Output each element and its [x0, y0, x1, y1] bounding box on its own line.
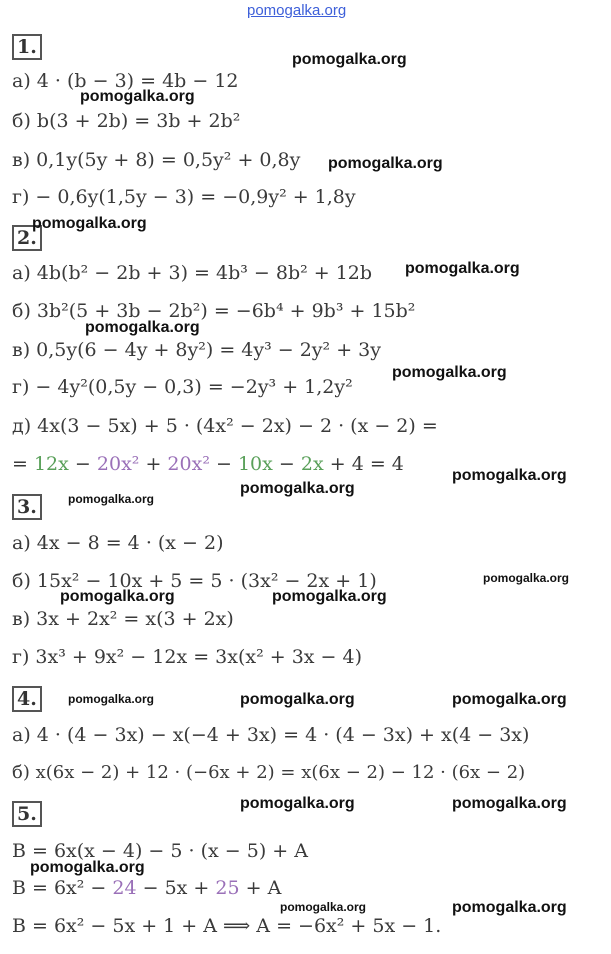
s5-l2-value-1: 24 [112, 877, 137, 899]
watermark: pomogalka.org [452, 691, 567, 708]
watermark: pomogalka.org [68, 492, 155, 506]
s3-d-expr: 3x³ + 9x² − 12x = 3x(x² + 3x − 4) [35, 646, 363, 668]
s5-l2-post: + A [245, 877, 282, 899]
s2-line-f [12, 453, 404, 475]
section-number-4: 4. [12, 686, 42, 712]
s1-a-expr: 4 · (b − 3) = 4b − 12 [36, 70, 239, 92]
watermark: pomogalka.org [85, 319, 200, 336]
s4-b-label: б) [12, 762, 30, 783]
watermark: pomogalka.org [272, 588, 387, 605]
s2-f-op-3: − [215, 453, 232, 475]
s2-f-op-1: − [74, 453, 91, 475]
s2-d-expr: − 4y²(0,5y − 0,3) = −2y³ + 1,2y² [35, 376, 353, 398]
watermark: pomogalka.org [452, 467, 567, 484]
section-number-5: 5. [12, 801, 42, 827]
s1-d-expr: − 0,6y(1,5y − 3) = −0,9y² + 1,8y [35, 186, 356, 208]
s2-line-e [12, 415, 438, 437]
s2-d-label: г) [12, 376, 30, 398]
watermark: pomogalka.org [240, 795, 355, 812]
watermark: pomogalka.org [60, 588, 175, 605]
s1-b-expr: b(3 + 2b) = 3b + 2b² [36, 110, 241, 132]
s2-b-label: б) [12, 300, 31, 322]
s2-a-label: а) [12, 262, 31, 284]
s4-a-expr: 4 · (4 − 3x) − x(−4 + 3x) = 4 · (4 − 3x) + x(4 − 3x) [36, 724, 530, 746]
s3-b-label: б) [12, 570, 31, 592]
s3-b-expr: 15x² − 10x + 5 = 5 · (3x² − 2x + 1) [36, 570, 377, 592]
s2-f-term-3: 20x² [167, 453, 210, 475]
s3-line-d [12, 646, 362, 668]
s2-f-rest: + 4 = 4 [329, 453, 404, 475]
s3-d-label: г) [12, 646, 30, 668]
s1-a-label: а) [12, 70, 31, 92]
s1-b-label: б) [12, 110, 31, 132]
s2-line-c [12, 339, 381, 361]
s2-c-label: в) [12, 339, 31, 361]
watermark: pomogalka.org [68, 692, 155, 706]
watermark: pomogalka.org [240, 480, 355, 497]
s1-line-d [12, 186, 356, 208]
section-number-3: 3. [12, 494, 42, 520]
s2-line-a [12, 262, 372, 284]
s2-f-term-1: 12x [33, 453, 69, 475]
s3-a-label: а) [12, 532, 31, 554]
s2-e-expr: 4x(3 − 5x) + 5 · (4x² − 2x) − 2 · (x − 2) = [37, 415, 438, 437]
s1-c-label: в) [12, 149, 31, 171]
s5-l2-mid: − 5x + [142, 877, 210, 899]
watermark: pomogalka.org [452, 899, 567, 916]
watermark: pomogalka.org [292, 51, 407, 68]
s5-l2-value-2: 25 [215, 877, 240, 899]
s3-c-label: в) [12, 608, 31, 630]
s4-a-label: а) [12, 724, 31, 746]
s5-l1-expr: B = 6x(x − 4) − 5 · (x − 5) + A [12, 840, 308, 862]
s2-a-expr: 4b(b² − 2b + 3) = 4b³ − 8b² + 12b [36, 262, 373, 284]
s2-f-term-2: 20x² [96, 453, 140, 475]
s3-line-a [12, 532, 224, 554]
watermark: pomogalka.org [483, 571, 570, 585]
watermark: pomogalka.org [32, 215, 147, 232]
s2-f-term-4: 10x [237, 453, 273, 475]
s4-line-a [12, 724, 529, 746]
s1-d-label: г) [12, 186, 30, 208]
watermark: pomogalka.org [80, 88, 195, 105]
watermark: pomogalka.org [240, 691, 355, 708]
watermark: pomogalka.org [328, 155, 443, 172]
s5-line-2 [12, 877, 281, 899]
s2-f-op-2: + [145, 453, 162, 475]
s1-line-c [12, 149, 300, 171]
watermark: pomogalka.org [452, 795, 567, 812]
s4-line-b [12, 762, 525, 783]
site-header-link[interactable]: pomogalka.org [247, 2, 347, 19]
s1-line-b [12, 110, 240, 132]
s2-f-eq: = [12, 453, 28, 475]
s2-b-expr: 3b²(5 + 3b − 2b²) = −6b⁴ + 9b³ + 15b² [36, 300, 416, 322]
s2-line-b [12, 300, 415, 322]
s3-line-c [12, 608, 234, 630]
s2-c-expr: 0,5y(6 − 4y + 8y²) = 4y³ − 2y² + 3y [36, 339, 381, 361]
s3-c-expr: 3x + 2x² = x(3 + 2x) [36, 608, 234, 630]
s1-c-expr: 0,1y(5y + 8) = 0,5y² + 0,8y [36, 149, 301, 171]
s3-a-expr: 4x − 8 = 4 · (x − 2) [36, 532, 224, 554]
s4-b-expr: x(6x − 2) + 12 · (−6x + 2) = x(6x − 2) − 12 · (6x − 2) [35, 762, 526, 783]
section-number-2: 2. [12, 225, 42, 251]
s5-l2-pre: B = 6x² − [12, 877, 107, 899]
s5-l3-expr: B = 6x² − 5x + 1 + A ⟹ A = −6x² + 5x − 1. [12, 915, 442, 937]
s2-f-term-5: 2x [300, 453, 324, 475]
s5-line-3 [12, 915, 441, 937]
s2-f-op-4: − [278, 453, 295, 475]
watermark: pomogalka.org [405, 260, 520, 277]
watermark: pomogalka.org [392, 364, 507, 381]
s2-e-label: д) [12, 415, 32, 437]
s2-line-d [12, 376, 353, 398]
watermark: pomogalka.org [30, 859, 145, 876]
section-number-1: 1. [12, 34, 42, 60]
watermark: pomogalka.org [280, 900, 367, 914]
